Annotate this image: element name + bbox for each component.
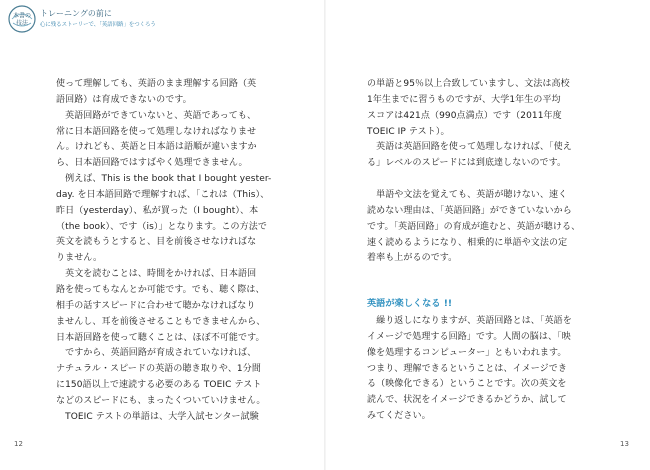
text-line: 着率も上がるのです。 (367, 253, 458, 264)
right-page-paragraph-a (367, 77, 597, 172)
running-header (8, 5, 248, 39)
text-line: 読めない理由は、「英語回路」ができていないから (367, 205, 572, 216)
text-line: 像を処理するコンピューター」ともいわれます。 (367, 347, 567, 358)
text-line: ん。けれども、英語と日本語は語順が違いますか (56, 142, 257, 153)
text-line: 相手の話すスピードに合わせて聴かなければなり (56, 300, 256, 311)
text-line: などのスピードにも、まったくついていけません。 (56, 395, 266, 406)
right-page-paragraph-c (367, 314, 597, 425)
text-line: スコアは421点（990点満点）です（2011年度 (367, 110, 562, 121)
text-line: に150語以上で速読する必要のある TOEIC テスト (56, 380, 262, 391)
right-page-paragraph-b (367, 188, 597, 267)
header-subtitle: 心に残るストーリーで、「英語回路」をつくろう (40, 22, 156, 28)
header-title: トレーニングの前に (40, 9, 112, 18)
text-line: 速く読めるようになり、相乗的に単語や文法の定 (367, 237, 568, 248)
section-heading: 英語が楽しくなる !! (367, 298, 453, 309)
text-line: 単語や文法を覚えても、英語が聴けない、速く (367, 190, 568, 200)
text-line: 昨日（yesterday）、私が買った（I bought）、本 (56, 205, 259, 216)
text-line: TOEIC テストの単語は、大学入試センター試験 (56, 411, 259, 422)
text-line: TOEIC IP テスト）。 (367, 126, 450, 137)
text-line: 常に日本語回路を使って処理しなければなりませ (56, 126, 257, 137)
text-line: 英語回路ができていないと、英語であっても、 (56, 110, 257, 121)
text-line: 英文を読むことは、時間をかければ、日本語回 (56, 269, 257, 280)
text-line: る（映像化できる）ということです。次の英文を (367, 379, 567, 390)
text-line: ナチュラル・スピードの英語の聴き取りや、1分間 (56, 364, 261, 375)
text-line: 繰り返しになりますが、英語回路とは、「英語を (367, 316, 572, 326)
text-line: 英文を読もうとすると、目を前後させなければな (56, 237, 257, 248)
text-line: 英語は英語回路を使って処理しなければ、「使え (367, 142, 572, 153)
text-line: ですから、英語回路が育成されていなければ、 (56, 348, 257, 359)
text-line: day. を日本語回路で理解すれば、「これは（This）、 (56, 189, 270, 200)
text-line: 使って理解しても、英語のまま理解する回路（英 (56, 79, 257, 89)
gutter (324, 0, 326, 470)
text-line: ませんし、耳を前後させることもできませんから、 (56, 316, 266, 327)
text-line: の単語と95％以上合致していますし、文法は高校 (367, 79, 570, 89)
text-line: 路を使ってもなんとか可能です。でも、聴く際は、 (56, 284, 265, 295)
text-line: 読んで、状況をイメージできるかどうか、試して (367, 395, 567, 406)
text-line: みてください。 (367, 411, 431, 422)
text-line: る」レベルのスピードには到底達しないのです。 (367, 158, 567, 169)
book-technique-logo (8, 5, 36, 33)
text-line: です。「英語回路」の育成が進むと、英語が聴ける、 (367, 221, 581, 232)
text-line: つまり、理解できるということは、イメージでき (367, 363, 567, 374)
text-line: りません。 (56, 253, 103, 264)
svg-text:技法: 技法 (15, 20, 29, 27)
page-number-right: 13 (620, 440, 629, 448)
text-line: 1年生までに習うものですが、大学1年生の平均 (367, 94, 561, 105)
page-number-left: 12 (14, 440, 23, 448)
text-line: 日本語回路を使って聴くことは、ほぼ不可能です。 (56, 332, 265, 343)
left-page-body (56, 77, 281, 426)
text-line: （the book）、です（is）」となります。この方法で (56, 221, 267, 232)
text-line: 語回路）は育成できないのです。 (56, 94, 192, 105)
text-line: イメージで処理する回路」です。人間の脳は、「映 (367, 331, 571, 342)
text-line: ら、日本語回路ではすばやく処理できません。 (56, 158, 248, 169)
text-line: 例えば、This is the book that I bought yester- (56, 174, 272, 185)
svg-text:本書の: 本書の (12, 12, 32, 20)
